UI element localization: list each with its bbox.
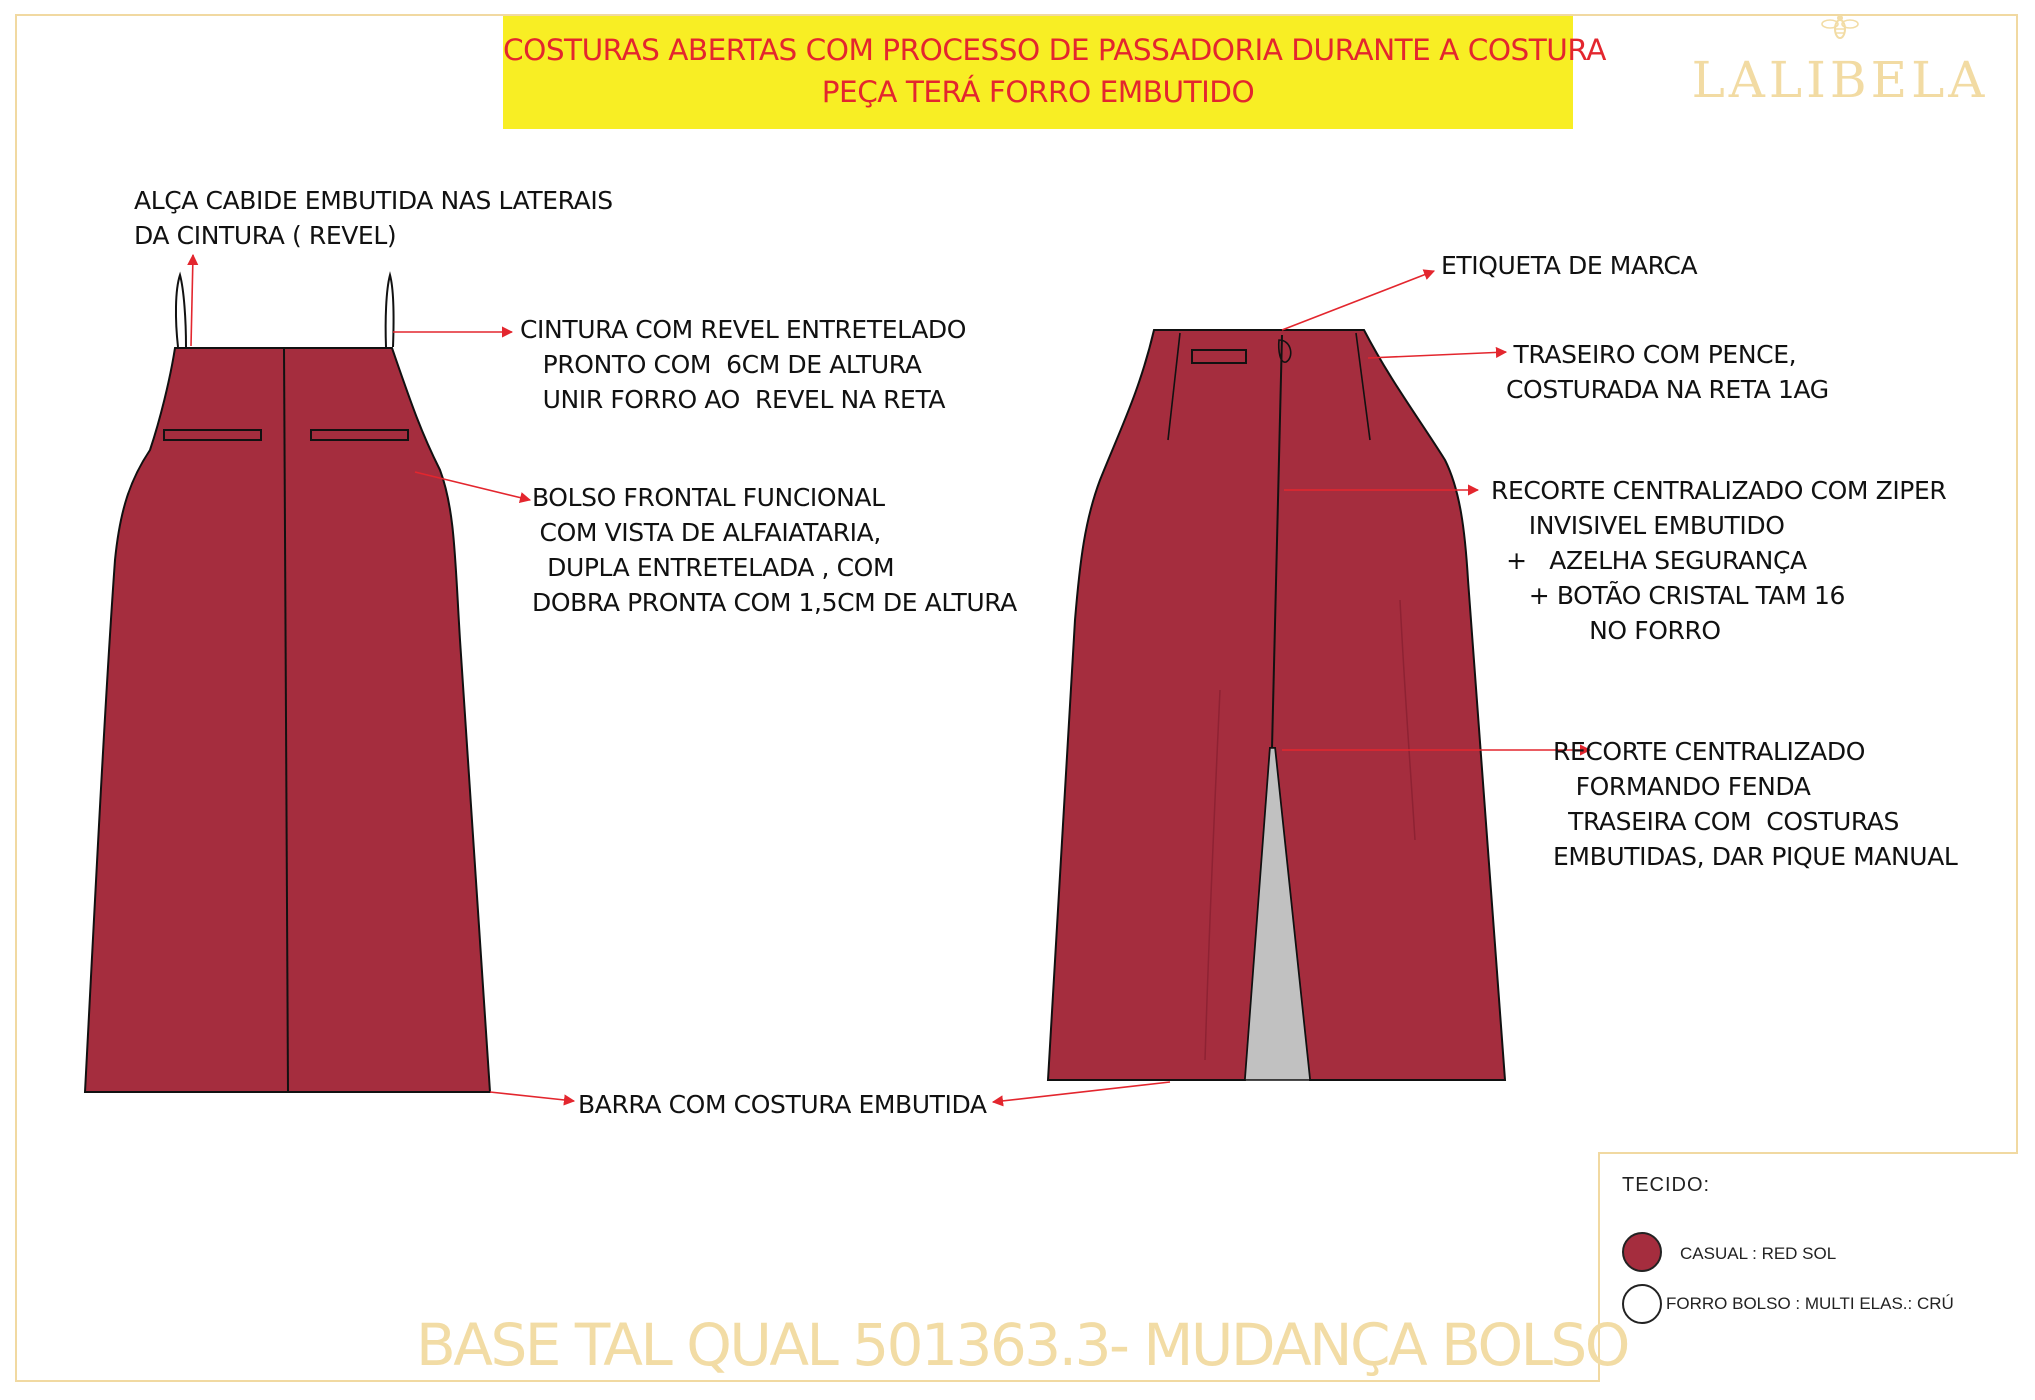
arrow-alca: [191, 255, 193, 346]
note-bolso-frontal: BOLSO FRONTAL FUNCIONAL COM VISTA DE ALFAIATARIA, DUPLA ENTRETELADA , COM DOBRA PRONTA COM 1,5CM DE ALTURA: [532, 483, 1017, 617]
arrow-barra-back: [993, 1082, 1170, 1102]
fabric-legend-title: TECIDO:: [1622, 1174, 1711, 1196]
back-skirt: [1048, 330, 1505, 1080]
brand-label-patch: [1192, 350, 1246, 363]
arrow-barra-front: [490, 1092, 574, 1101]
front-skirt: [85, 275, 490, 1092]
swatch-forro-cru: [1622, 1284, 1662, 1324]
banner-line-2: PEÇA TERÁ FORRO EMBUTIDO: [821, 75, 1255, 109]
front-pocket-left: [164, 430, 261, 440]
footer-reference: BASE TAL QUAL 501363.3- MUDANÇA BOLSO: [416, 1311, 1628, 1379]
note-alca-cabide: ALÇA CABIDE EMBUTIDA NAS LATERAIS DA CINTURA ( REVEL): [134, 186, 613, 250]
front-pocket-right: [311, 430, 408, 440]
note-recorte-ziper: RECORTE CENTRALIZADO COM ZIPER INVISIVEL EMBUTIDO + AZELHA SEGURANÇA + BOTÃO CRISTAL TAM 16 NO FORRO: [1491, 476, 1947, 645]
note-recorte-fenda: RECORTE CENTRALIZADO FORMANDO FENDA TRASEIRA COM COSTURAS EMBUTIDAS, DAR PIQUE MANUAL: [1553, 737, 1958, 871]
note-barra: BARRA COM COSTURA EMBUTIDA: [578, 1090, 987, 1119]
arrow-traseiro: [1368, 352, 1506, 358]
swatch-label-red-sol: CASUAL : RED SOL: [1680, 1244, 1837, 1263]
note-cintura-revel: CINTURA COM REVEL ENTRETELADO PRONTO COM 6CM DE ALTURA UNIR FORRO AO REVEL NA RETA: [520, 315, 967, 414]
hanger-strap-right: [386, 275, 394, 347]
note-traseiro-pence: TRASEIRO COM PENCE, COSTURADA NA RETA 1AG: [1506, 340, 1829, 404]
arrow-etiqueta: [1282, 271, 1434, 330]
banner-line-1: COSTURAS ABERTAS COM PROCESSO DE PASSADORIA DURANTE A COSTURA: [503, 33, 1606, 67]
swatch-label-forro-cru: FORRO BOLSO : MULTI ELAS.: CRÚ: [1666, 1294, 1954, 1313]
brand-name: LALIBELA: [1691, 51, 1989, 109]
swatch-red-sol: [1622, 1232, 1662, 1272]
fabric-legend: [1598, 1152, 2018, 1382]
hanger-strap-left: [176, 275, 186, 347]
note-etiqueta: ETIQUETA DE MARCA: [1441, 251, 1698, 280]
